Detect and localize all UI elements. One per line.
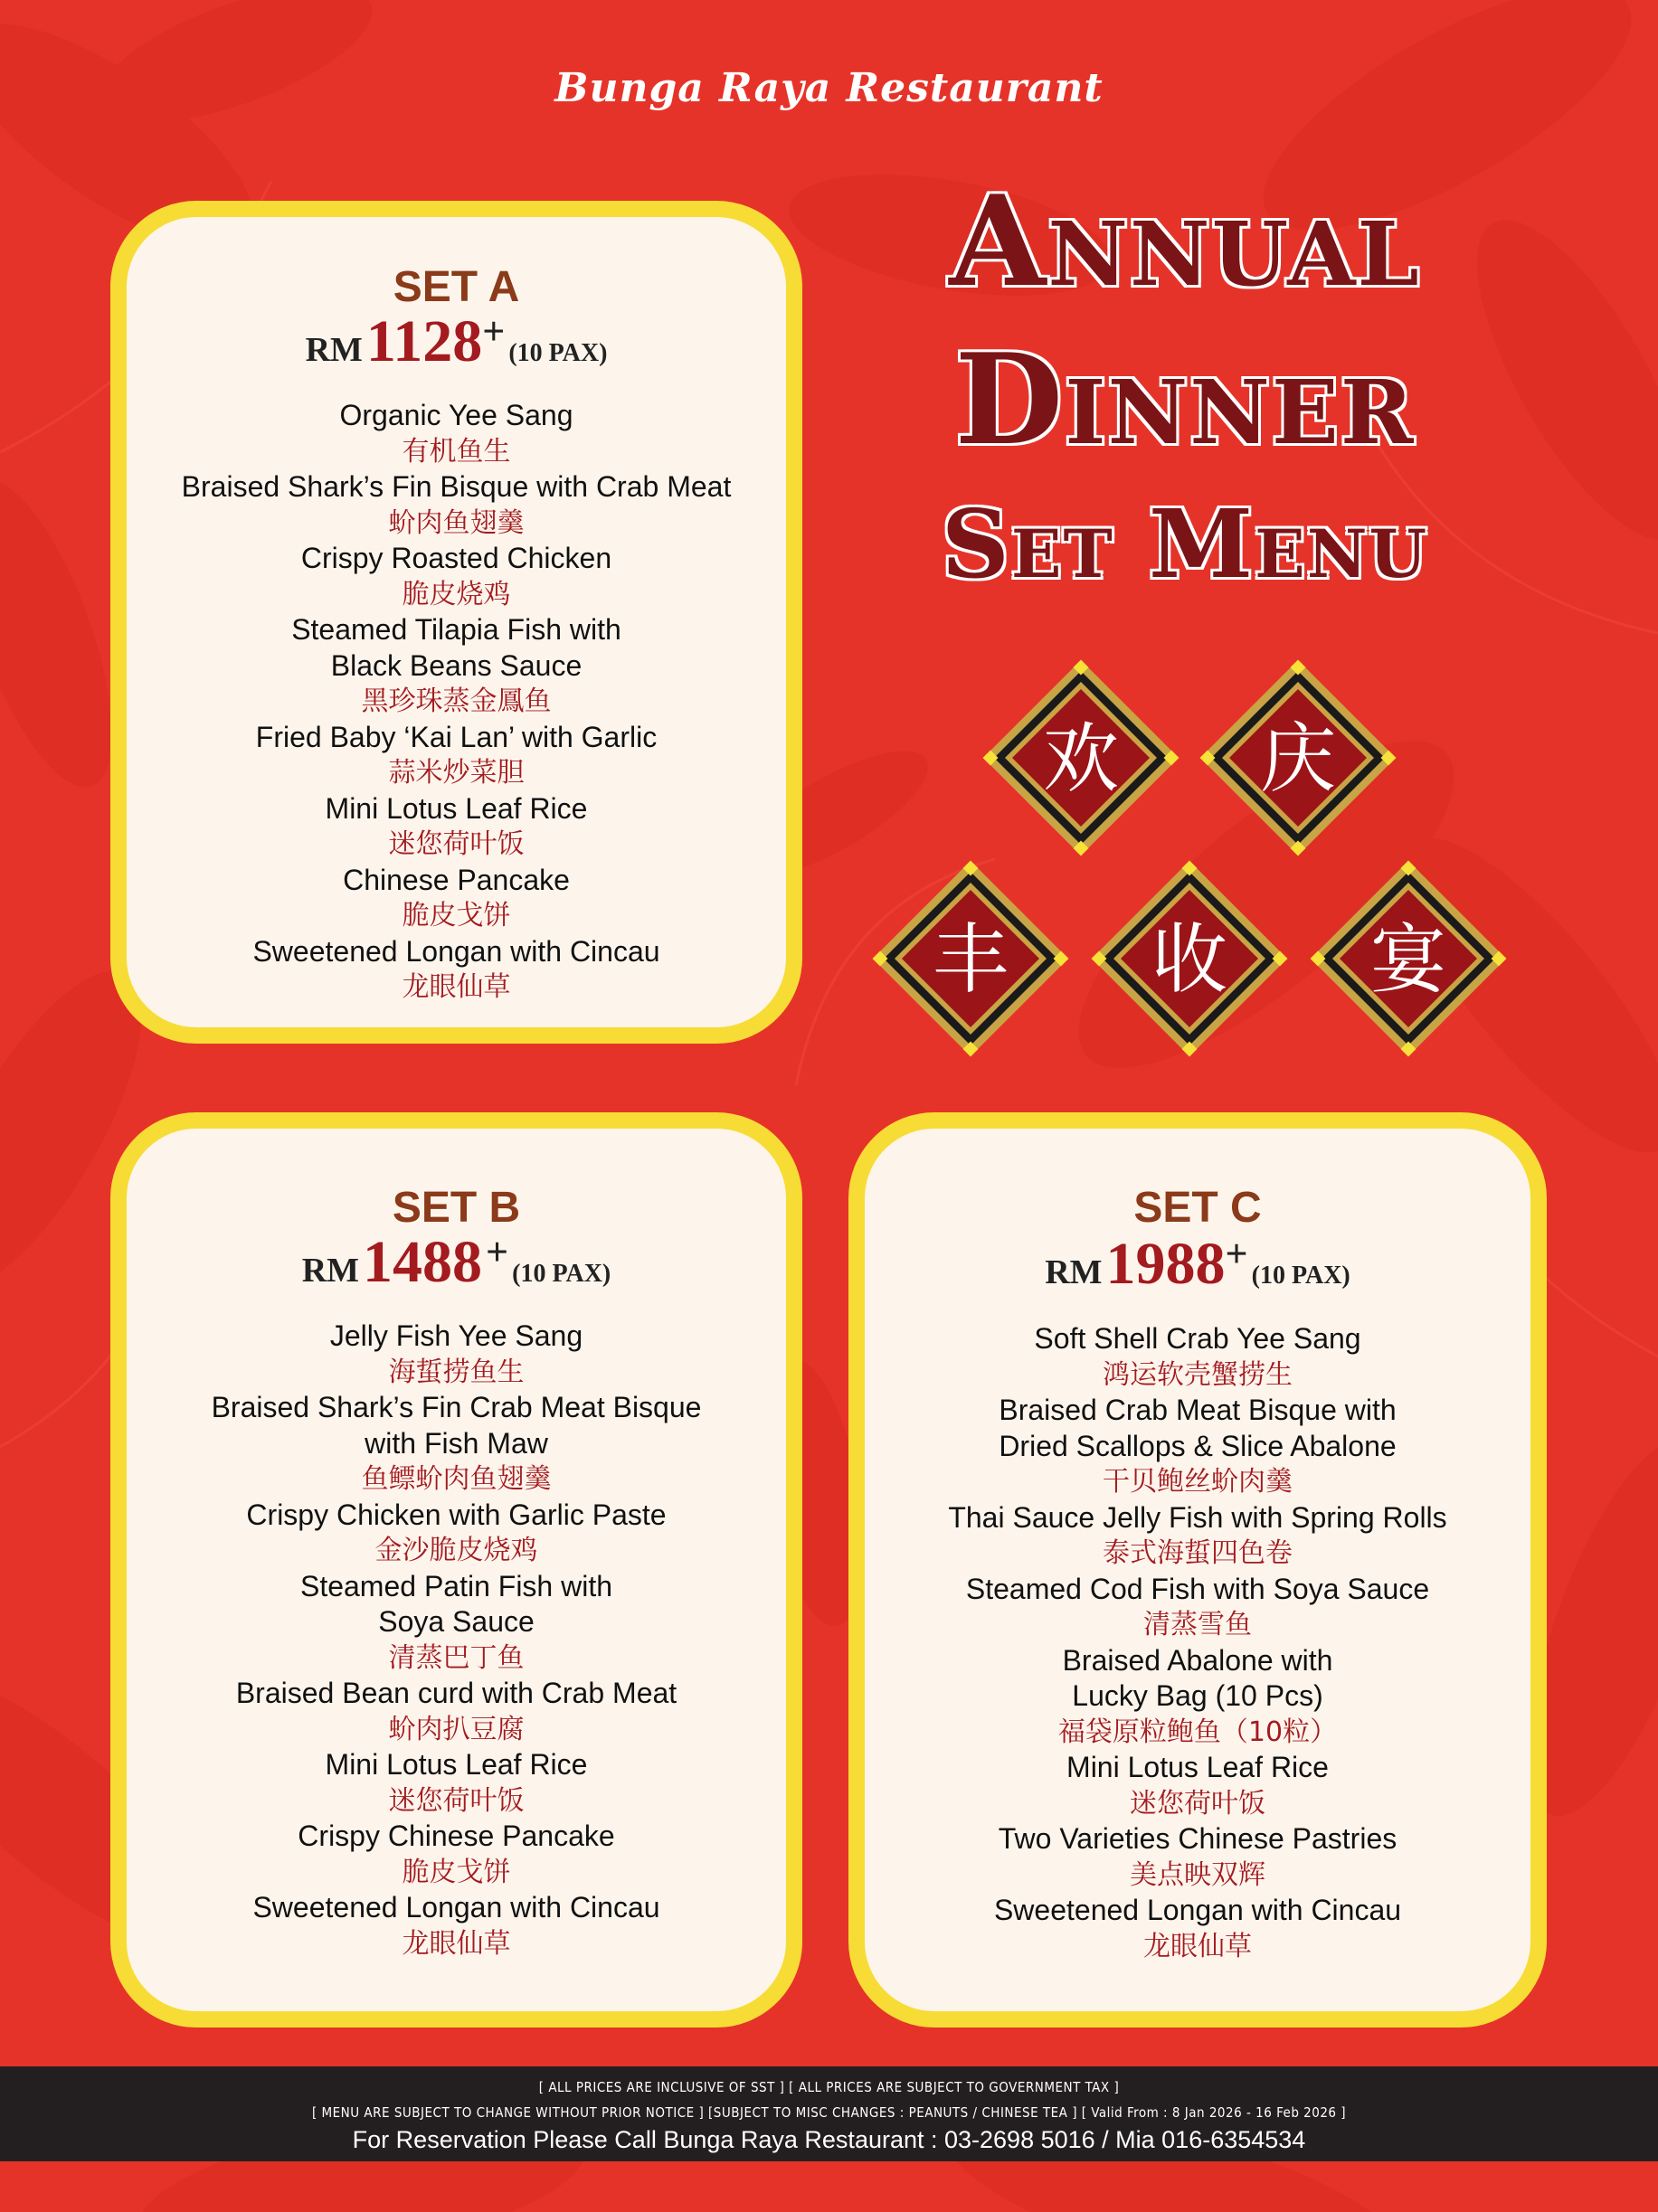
ornament-char-5: 宴 bbox=[1369, 915, 1447, 1004]
menu-item-en: Soya Sauce bbox=[378, 1605, 535, 1638]
menu-item-zh: 鸿运软壳蟹捞生 bbox=[1103, 1358, 1293, 1391]
menu-item-en: with Fish Maw bbox=[365, 1426, 548, 1460]
set-c-menu-list bbox=[865, 1321, 1530, 1964]
set-c-price-pax: (10 PAX) bbox=[1251, 1262, 1350, 1290]
menu-item-zh: 蒜米炒菜胆 bbox=[388, 757, 525, 789]
menu-item-zh: 龙眼仙草 bbox=[402, 971, 511, 1003]
set-a-card bbox=[110, 201, 802, 1044]
footer-price-notice: [ ALL PRICES ARE INCLUSIVE OF SST ] [ ALL PRICES ARE SUBJECT TO GOVERNMENT TAX ] bbox=[538, 2079, 1120, 2095]
menu-item-zh: 海蜇捞鱼生 bbox=[388, 1356, 525, 1388]
ornament-char-1: 欢 bbox=[1042, 714, 1120, 803]
footer-bar bbox=[0, 2066, 1658, 2161]
footer-change-notice: [ MENU ARE SUBJECT TO CHANGE WITHOUT PRIOR NOTICE ] [SUBJECT TO MISC CHANGES : PEANUTS / CHINESE TEA ] [ Valid From : 8 Jan 2026 - 16 Feb 2026 ] bbox=[311, 2104, 1347, 2121]
menu-item-zh: 鱼鳔蚧肉鱼翅羹 bbox=[361, 1463, 552, 1495]
menu-item-en: Steamed Patin Fish with bbox=[299, 1569, 613, 1602]
set-a-price-pax: (10 PAX) bbox=[508, 339, 608, 367]
menu-item-en: Crispy Chinese Pancake bbox=[298, 1820, 615, 1852]
ornament-diamond-4 bbox=[1090, 859, 1289, 1058]
set-b-price-pax: (10 PAX) bbox=[512, 1260, 611, 1288]
set-b-price bbox=[127, 1228, 786, 1297]
menu-item-zh: 脆皮烧鸡 bbox=[402, 578, 511, 610]
menu-item-zh: 脆皮戈饼 bbox=[402, 1856, 511, 1888]
menu-item-en: Soft Shell Crab Yee Sang bbox=[1034, 1322, 1361, 1355]
set-a-price-currency: RM bbox=[305, 331, 363, 369]
ornament-char-2: 庆 bbox=[1259, 714, 1337, 803]
menu-item-en: Mini Lotus Leaf Rice bbox=[325, 1748, 588, 1781]
menu-item-zh: 蚧肉扒豆腐 bbox=[388, 1713, 525, 1745]
menu-item-en: Braised Shark’s Fin Crab Meat Bisque bbox=[211, 1391, 702, 1423]
menu-item-en: Organic Yee Sang bbox=[339, 399, 573, 431]
set-b-title: SET B bbox=[392, 1184, 521, 1232]
set-c-price-plus: + bbox=[1225, 1232, 1248, 1276]
set-b-price-plus: + bbox=[486, 1230, 509, 1274]
headline-set-menu: Set Menu bbox=[941, 488, 1429, 600]
menu-item-en: Lucky Bag (10 Pcs) bbox=[1072, 1679, 1323, 1712]
menu-item-zh: 蚧肉鱼翅羹 bbox=[388, 506, 525, 539]
menu-item-zh: 福袋原粒鲍鱼（10粒） bbox=[1057, 1716, 1338, 1748]
menu-item-en: Jelly Fish Yee Sang bbox=[329, 1319, 583, 1352]
ornament-char-3: 丰 bbox=[932, 915, 1009, 1004]
menu-item-en: Black Beans Sauce bbox=[330, 648, 583, 682]
menu-item-zh: 干贝鲍丝蚧肉羹 bbox=[1103, 1466, 1293, 1498]
ornament-diamond-2 bbox=[1198, 658, 1397, 857]
menu-item-zh: 清蒸雪鱼 bbox=[1143, 1609, 1252, 1640]
menu-item-en: Crispy Roasted Chicken bbox=[300, 542, 612, 574]
set-b-menu-list bbox=[127, 1319, 786, 1961]
menu-item-en: Fried Baby ‘Kai Lan’ with Garlic bbox=[255, 720, 658, 753]
menu-item-en: Braised Abalone with bbox=[1062, 1643, 1333, 1677]
menu-item-zh: 美点映双辉 bbox=[1130, 1858, 1265, 1891]
set-c-price bbox=[865, 1230, 1530, 1299]
menu-item-en: Thai Sauce Jelly Fish with Spring Rolls bbox=[948, 1500, 1447, 1534]
menu-item-zh: 迷您荷叶饭 bbox=[388, 828, 525, 860]
ornament-char-4: 收 bbox=[1151, 915, 1228, 1004]
restaurant-name: Bunga Raya Restaurant bbox=[554, 65, 1104, 111]
footer-reservation: For Reservation Please Call Bunga Raya Restaurant : 03-2698 5016 / Mia 016-6354534 bbox=[352, 2126, 1306, 2153]
set-a-price bbox=[127, 307, 786, 376]
menu-item-en: Chinese Pancake bbox=[343, 863, 570, 896]
set-a-price-amount: 1128 bbox=[365, 308, 483, 374]
menu-item-en: Dried Scallops & Slice Abalone bbox=[999, 1429, 1397, 1462]
menu-item-zh: 迷您荷叶饭 bbox=[388, 1784, 525, 1817]
menu-item-zh: 泰式海蜇四色卷 bbox=[1103, 1537, 1293, 1569]
set-b-price-amount: 1488 bbox=[363, 1229, 483, 1295]
menu-item-en: Steamed Cod Fish with Soya Sauce bbox=[965, 1572, 1430, 1605]
menu-item-zh: 清蒸巴丁鱼 bbox=[388, 1641, 525, 1674]
menu-item-zh: 黑珍珠蒸金鳳鱼 bbox=[361, 685, 552, 717]
menu-item-en: Braised Bean curd with Crab Meat bbox=[235, 1677, 677, 1709]
menu-item-zh: 有机鱼生 bbox=[402, 435, 511, 468]
menu-item-en: Sweetened Longan with Cincau bbox=[252, 1891, 660, 1924]
set-b-card bbox=[110, 1112, 802, 2028]
menu-item-zh: 龙眼仙草 bbox=[1143, 1930, 1252, 1962]
headline-annual: Annual bbox=[949, 167, 1421, 315]
ornament-diamond-1 bbox=[981, 658, 1180, 857]
menu-item-en: Crispy Chicken with Garlic Paste bbox=[246, 1498, 667, 1531]
set-c-price-currency: RM bbox=[1045, 1253, 1103, 1291]
menu-item-zh: 龙眼仙草 bbox=[402, 1927, 511, 1960]
menu-item-zh: 金沙脆皮烧鸡 bbox=[374, 1535, 538, 1566]
menu-item-en: Two Varieties Chinese Pastries bbox=[998, 1822, 1397, 1855]
menu-item-en: Braised Shark’s Fin Bisque with Crab Meat bbox=[181, 470, 732, 503]
menu-item-en: Steamed Tilapia Fish with bbox=[291, 613, 621, 646]
set-c-price-amount: 1988 bbox=[1105, 1231, 1226, 1297]
ornament-diamond-5 bbox=[1309, 859, 1508, 1058]
menu-item-en: Braised Crab Meat Bisque with bbox=[999, 1394, 1397, 1426]
menu-item-en: Sweetened Longan with Cincau bbox=[252, 934, 660, 968]
set-a-price-plus: + bbox=[482, 309, 506, 354]
headline-dinner: Dinner bbox=[954, 326, 1416, 473]
set-c-title: SET C bbox=[1133, 1184, 1262, 1232]
set-b-price-currency: RM bbox=[301, 1252, 360, 1290]
ornament-diamond-3 bbox=[871, 859, 1070, 1058]
set-c-card bbox=[848, 1112, 1547, 2028]
menu-item-en: Sweetened Longan with Cincau bbox=[993, 1894, 1402, 1926]
set-a-title: SET A bbox=[393, 263, 520, 311]
menu-item-en: Mini Lotus Leaf Rice bbox=[325, 791, 588, 825]
menu-item-zh: 迷您荷叶饭 bbox=[1130, 1787, 1265, 1820]
menu-item-en: Mini Lotus Leaf Rice bbox=[1066, 1751, 1329, 1783]
set-a-menu-list bbox=[127, 398, 786, 1006]
menu-item-zh: 脆皮戈饼 bbox=[402, 900, 511, 931]
